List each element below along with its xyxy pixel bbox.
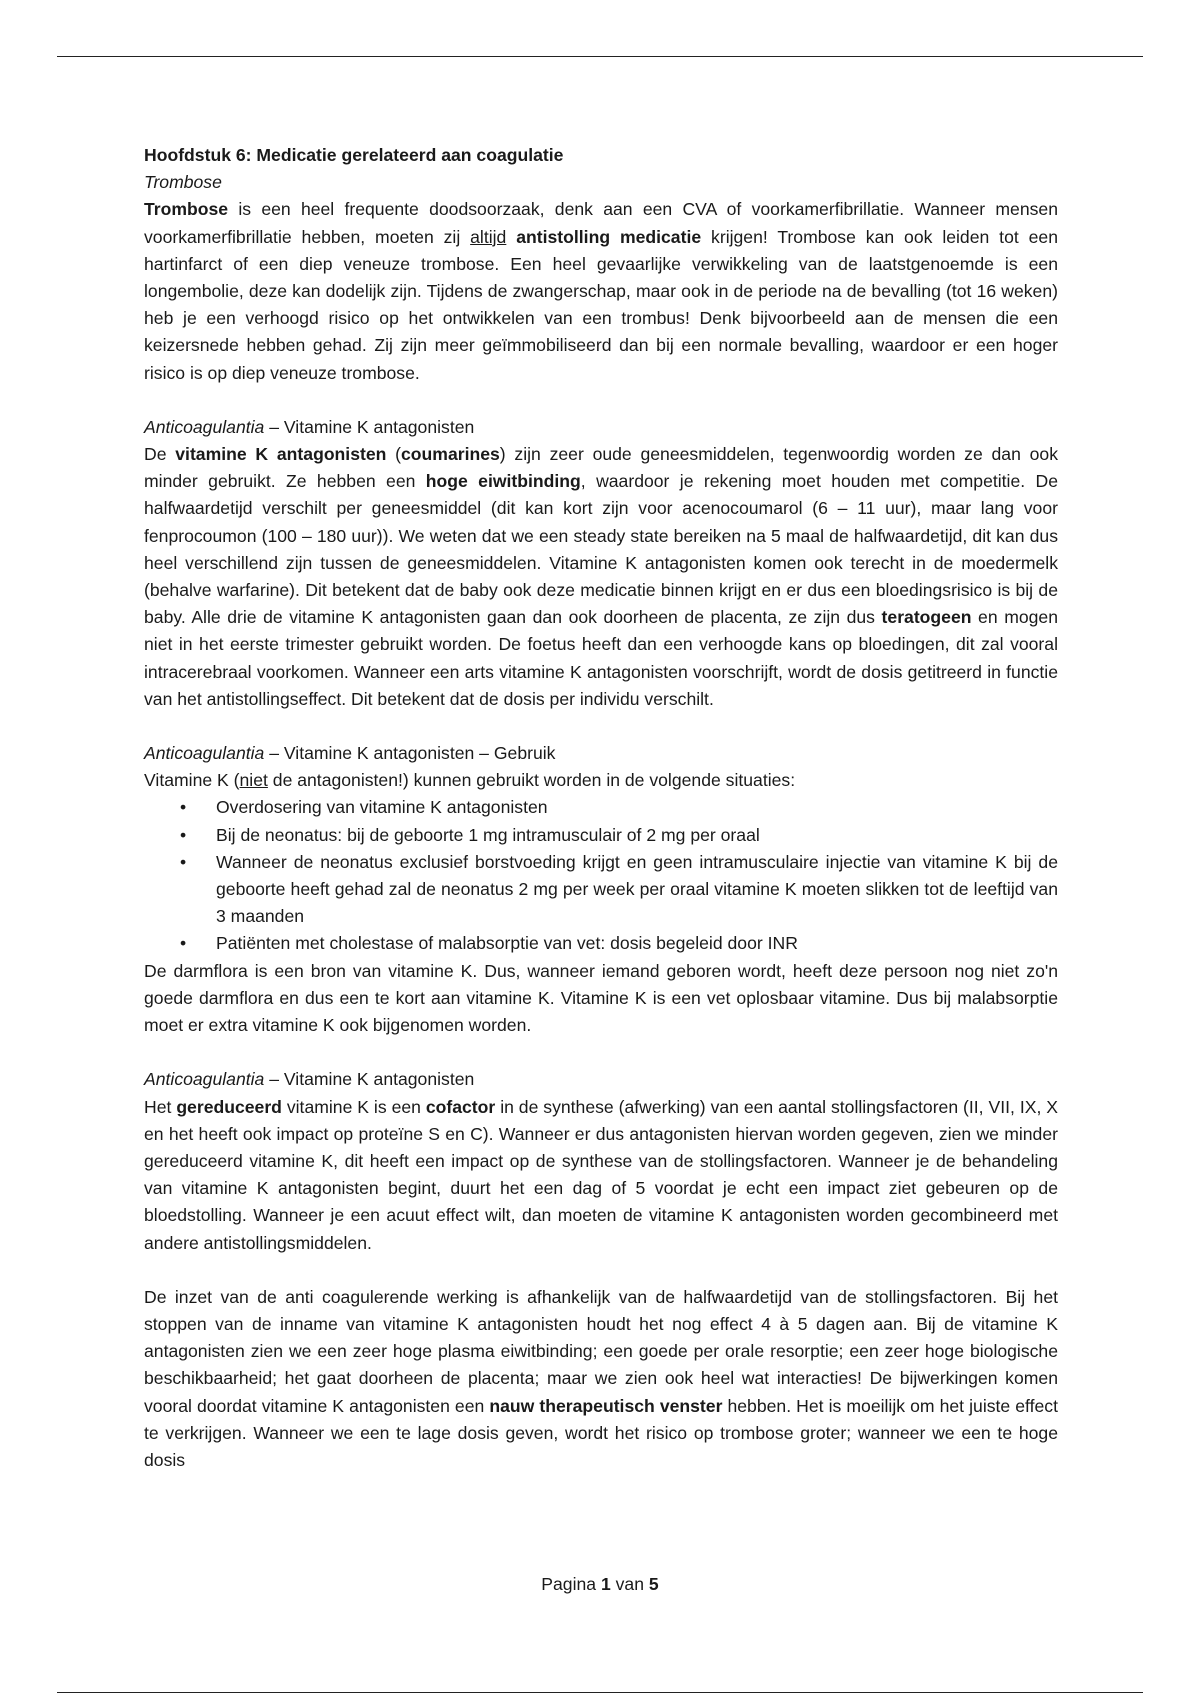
footer-rule bbox=[57, 1692, 1143, 1693]
list-item: • Overdosering van vitamine K antagonisten bbox=[216, 794, 1058, 821]
section-subtitle-vka: Anticoagulantia – Vitamine K antagonisten bbox=[144, 416, 475, 437]
list-item: • Bij de neonatus: bij de geboorte 1 mg intramusculair of 2 mg per oraal bbox=[216, 822, 1058, 849]
page-number: 1 bbox=[600, 1574, 611, 1594]
section-subtitle-cofactor: Anticoagulantia – Vitamine K antagonisten bbox=[144, 1069, 475, 1090]
paragraph-inzet: De inzet van de anti coagulerende werking is afhankelijk van de halfwaardetijd van de stollingsfactoren. Bij het stoppen van de inname van vitamine K antagonisten houdt het nog effect 4 à 5 dagen aan. Bij de vitamine K antagonisten zien we een zeer hoge plasma eiwitbinding; een goede per orale resorptie; een zeer hoge biologische beschikbaarheid; het gaat doorheen de placenta; maar we zien ook heel wat interacties! De bijwerkingen komen vooral doordat vitamine K antagonisten een nauw therapeutisch venster hebben. Het is moeilijk om het juiste effect te verkrijgen. Wanneer we een te lage dosis geven, wordt het risico op trombose groter; wanneer we een te hoge dosis bbox=[144, 1286, 1058, 1470]
section-subtitle-gebruik: Anticoagulantia – Vitamine K antagonisten – Gebruik bbox=[144, 743, 556, 764]
paragraph-gebruik-intro: Vitamine K (niet de antagonisten!) kunnen gebruikt worden in de volgende situaties: bbox=[144, 770, 796, 791]
header-rule bbox=[57, 56, 1143, 57]
document-page bbox=[144, 142, 1058, 1474]
list-item: • Wanneer de neonatus exclusief borstvoeding krijgt en geen intramusculaire injectie van vitamine K bij de geboorte heeft gehad zal de neonatus 2 mg per week per oraal vitamine K moeten slikken tot de leeftijd van 3 maanden bbox=[216, 849, 1058, 931]
paragraph-darmflora: De darmflora is een bron van vitamine K. Dus, wanneer iemand geboren wordt, heeft deze persoon nog niet zo'n goede darmflora en dus een te kort aan vitamine K. Vitamine K is een vet oplosbaar vitamine. Dus bij malabsorptie moet er extra vitamine K ook bijgenomen worden. bbox=[144, 960, 1058, 1036]
page-total: 5 bbox=[648, 1574, 659, 1594]
paragraph-vka: De vitamine K antagonisten (coumarines) zijn zeer oude geneesmiddelen, tegenwoordig worden ze dan ook minder gebruikt. Ze hebben een hoge eiwitbinding, waardoor je rekening moet houden met competitie. De halfwaardetijd verschilt per geneesmiddel (dit kan kort zijn voor acenocoumarol (6 – 11 uur), maar lang voor fenprocoumon (100 – 180 uur)). We weten dat we een steady state bereiken na 5 maal de halfwaardetijd, dit kan dus heel verschillend zijn tussen de geneesmiddelen. Vitamine K antagonisten komen ook terecht in de moedermelk (behalve warfarine). Dit betekent dat de baby ook deze medicatie binnen krijgt en er dus een bloedingsrisico is bij de baby. Alle drie de vitamine K antagonisten gaan dan ook doorheen de placenta, ze zijn dus teratogeen en mogen niet in het eerste trimester gebruikt worden. De foetus heeft dan een verhoogde kans op bloedingen, dit zal vooral intracerebraal voorkomen. Wanneer een arts vitamine K antagonisten voorschrijft, wordt de dosis getitreerd in functie van het antistollingseffect. Dit betekent dat de dosis per individu verschilt. bbox=[144, 444, 1058, 709]
chapter-heading: Hoofdstuk 6: Medicatie gerelateerd aan coagulatie bbox=[144, 145, 564, 165]
paragraph-trombose: Trombose is een heel frequente doodsoorzaak, denk aan een CVA of voorkamerfibrillatie. Wanneer mensen voorkamerfibrillatie hebben, moeten zij altijd antistolling medicatie krijgen! Trombose kan ook leiden tot een hartinfarct of een diep veneuze trombose. Een heel gevaarlijke verwikkeling van de laatstgenoemde is een longembolie, deze kan dodelijk zijn. Tijdens de zwangerschap, maar ook in de periode na de bevalling (tot 16 weken) heb je een verhoogd risico op het ontwikkelen van een trombus! Denk bijvoorbeeld aan de mensen die een keizersnede hebben gehad. Zij zijn meer geïmmobiliseerd dan bij een normale bevalling, waardoor er een hoger risico is op diep veneuze trombose. bbox=[144, 199, 1058, 383]
usage-list bbox=[144, 794, 1058, 957]
page-footer: Pagina 1 van 5 bbox=[541, 1574, 659, 1594]
paragraph-cofactor: Het gereduceerd vitamine K is een cofactor in de synthese (afwerking) van een aantal stollingsfactoren (II, VII, IX, X en het heeft ook impact op proteïne S en C). Wanneer er dus antagonisten hiervan worden gegeven, zien we minder gereduceerd vitamine K, dit heeft een impact op de synthese van de stollingsfactoren. Wanneer je de behandeling van vitamine K antagonisten begint, duurt het een dag of 5 voordat je echt een impact ziet gebeuren op de bloedstolling. Wanneer je een acuut effect wilt, dan moeten de vitamine K antagonisten worden gecombineerd met andere antistollingsmiddelen. bbox=[144, 1096, 1058, 1253]
list-item: • Patiënten met cholestase of malabsorptie van vet: dosis begeleid door INR bbox=[216, 930, 1058, 957]
section-subtitle-trombose: Trombose bbox=[144, 172, 222, 193]
